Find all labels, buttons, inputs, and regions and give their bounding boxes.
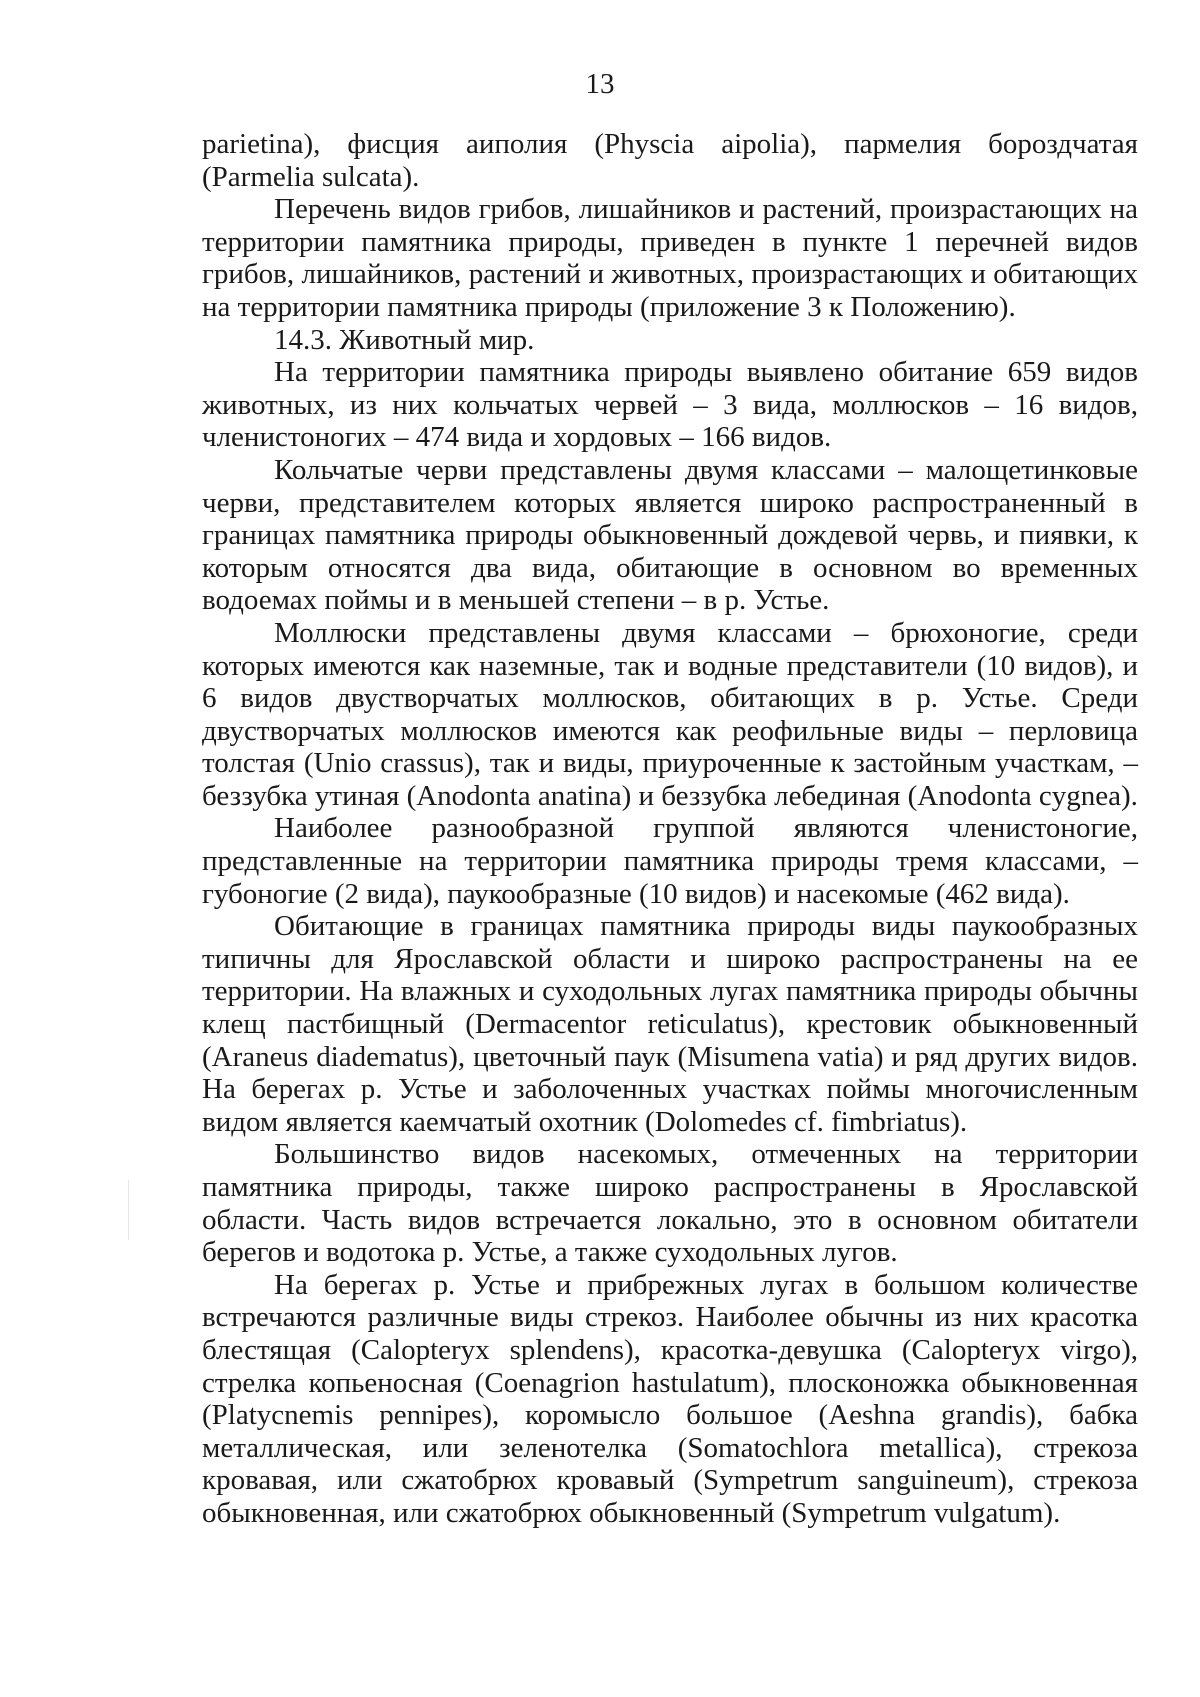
paragraph-arthropods: Наиболее разнообразной группой являются членистоногие, представленные на территории памятника природы тремя классами, – губоногие (2 вида), паукообразные (10 видов) и насекомые (462 вида). [202, 812, 1138, 910]
document-body [202, 128, 1138, 1530]
page-number: 13 [585, 68, 615, 100]
scan-artifact-line [128, 1180, 129, 1240]
paragraph-insects: Большинство видов насекомых, отмеченных на территории памятника природы, также широко распространены в Ярославской области. Часть видов встречается локально, это в основном обитатели берегов и водотока р. Устье, а также суходольных лугов. [202, 1138, 1138, 1269]
paragraph-lichens-continued: parietina), фисция аиполия (Physcia aipolia), пармелия бороздчатая (Parmelia sulcata). [202, 128, 1138, 193]
paragraph-fauna-summary: На территории памятника природы выявлено обитание 659 видов животных, из них кольчатых червей – 3 вида, моллюсков – 16 видов, членистоногих – 474 вида и хордовых – 166 видов. [202, 356, 1138, 454]
paragraph-dragonflies: На берегах р. Устье и прибрежных лугах в большом количестве встречаются различные виды стрекоз. Наиболее обычны из них красотка блестящая (Calopteryx splendens), красотка-девушка (Calopteryx virgo), стрелка копьеносная (Coenagrion hastulatum), плосконожка обыкновенная (Platycnemis pennipes), коромысло большое (Aeshna grandis), бабка металлическая, или зеленотелка (Somatochlora metallica), стрекоза кровавая, или сжатобрюх кровавый (Sympetrum sanguineum), стрекоза обыкновенная, или сжатобрюх обыкновенный (Sympetrum vulgatum). [202, 1268, 1138, 1529]
paragraph-species-list-reference: Перечень видов грибов, лишайников и растений, произрастающих на территории памятника природы, приведен в пункте 1 перечней видов грибов, лишайников, растений и животных, произрастающих и обитающих на территории памятника природы (приложение 3 к Положению). [202, 193, 1138, 323]
paragraph-arachnids: Обитающие в границах памятника природы виды паукообразных типичны для Ярославской области и широко распространены на ее территории. На влажных и суходольных лугах памятника природы обычны клещ пастбищный (Dermacentor reticulatus), крестовик обыкновенный (Araneus diadematus), цветочный паук (Misumena vatia) и ряд других видов. На берегах р. Устье и заболоченных участках поймы многочисленным видом является каемчатый охотник (Dolomedes cf. fimbriatus). [202, 910, 1138, 1138]
section-heading-fauna: 14.3. Животный мир. [274, 323, 535, 356]
paragraph-annelids: Кольчатые черви представлены двумя классами – малощетинковые черви, представителем которых является широко распространенный в границах памятника природы обыкновенный дождевой червь, и пиявки, к которым относятся два вида, обитающие в основном во временных водоемах поймы и в меньшей степени – в р. Устье. [202, 453, 1138, 617]
paragraph-mollusks: Моллюски представлены двумя классами – брюхоногие, среди которых имеются как наземные, так и водные представители (10 видов), и 6 видов двустворчатых моллюсков, обитающих в р. Устье. Среди двустворчатых моллюсков имеются как реофильные виды – перловица толстая (Unio crassus), так и виды, приуроченные к застойным участкам, – беззубка утиная (Anodonta anatina) и беззубка лебединая (Anodonta cygnea). [202, 616, 1138, 812]
